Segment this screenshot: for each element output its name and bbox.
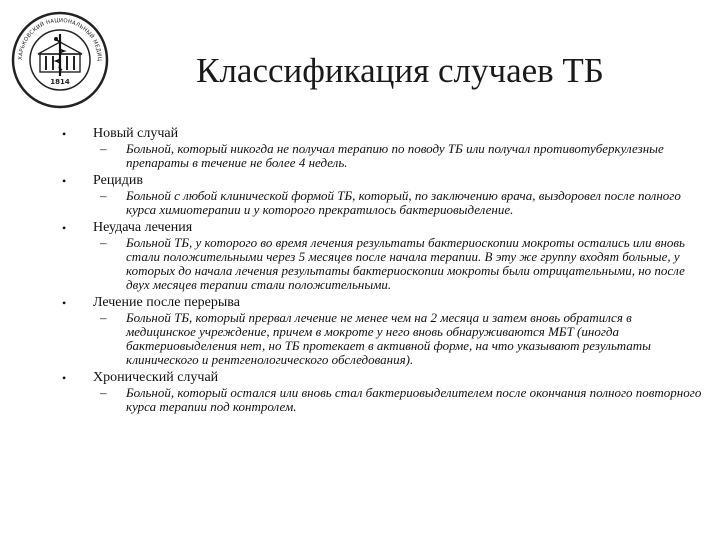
classification-list [62,126,702,417]
list-item [62,220,702,292]
item-title: Рецидив [93,173,144,188]
item-detail-text: Больной с любой клинической формой ТБ, который, по заключению врача, выздоровел после полного курса химиотерапии и у которого прекратилось бактериовыделение. [126,188,681,217]
item-detail-text: Больной ТБ, у которого во время лечения результаты бактериоскопии мокроты остались или вновь стали положительными через 5 месяцев после начала терапии. В эту же группу входят больные, у которых до начала лечения результаты бактериоскопии мокроты были отрицательными, но после двух месяцев терапии стали положительными. [126,235,685,292]
item-title: Новый случай [93,126,179,141]
bullet: • [62,174,67,188]
dash: – [100,141,107,156]
slide-title: Классификация случаев ТБ [196,51,604,90]
item-detail [100,142,702,170]
item-detail-text: Больной, который никогда не получал терапию по поводу ТБ или получал противотуберкулезные препараты в течение не более 4 недель. [126,141,664,170]
seal-text: ХАРЬКОВСКИЙ НАЦИОНАЛЬНЫЙ МЕДИЦ [17,17,103,62]
list-item [62,370,702,414]
list-item [62,295,702,367]
dash: – [100,235,107,250]
item-detail [100,236,702,292]
bullet: • [62,221,67,235]
university-seal-icon [10,10,110,110]
list-item [62,173,702,217]
item-detail [100,386,702,414]
item-detail-text: Больной ТБ, который прервал лечение не менее чем на 2 месяца и затем вновь обратился в медицинское учреждение, причем в мокроте у него вновь обнаруживаются МБТ (иногда бактериовыделения нет, но ТБ протекает в активной форме, на что указывают результаты клинического и рентгенологического обследования). [126,310,651,367]
dash: – [100,385,107,400]
seal-year: 1814 [50,78,70,86]
dash: – [100,188,107,203]
item-title: Неудача лечения [93,220,193,235]
dash: – [100,310,107,325]
item-detail-text: Больной, который остался или вновь стал бактериовыделителем после окончания полного повторного курса терапии под контролем. [126,385,702,414]
bullet: • [62,296,67,310]
item-detail [100,189,702,217]
item-detail [100,311,702,367]
item-title: Хронический случай [93,370,219,385]
list-item [62,126,702,170]
item-title: Лечение после перерыва [93,295,240,310]
bullet: • [62,127,67,141]
bullet: • [62,371,67,385]
